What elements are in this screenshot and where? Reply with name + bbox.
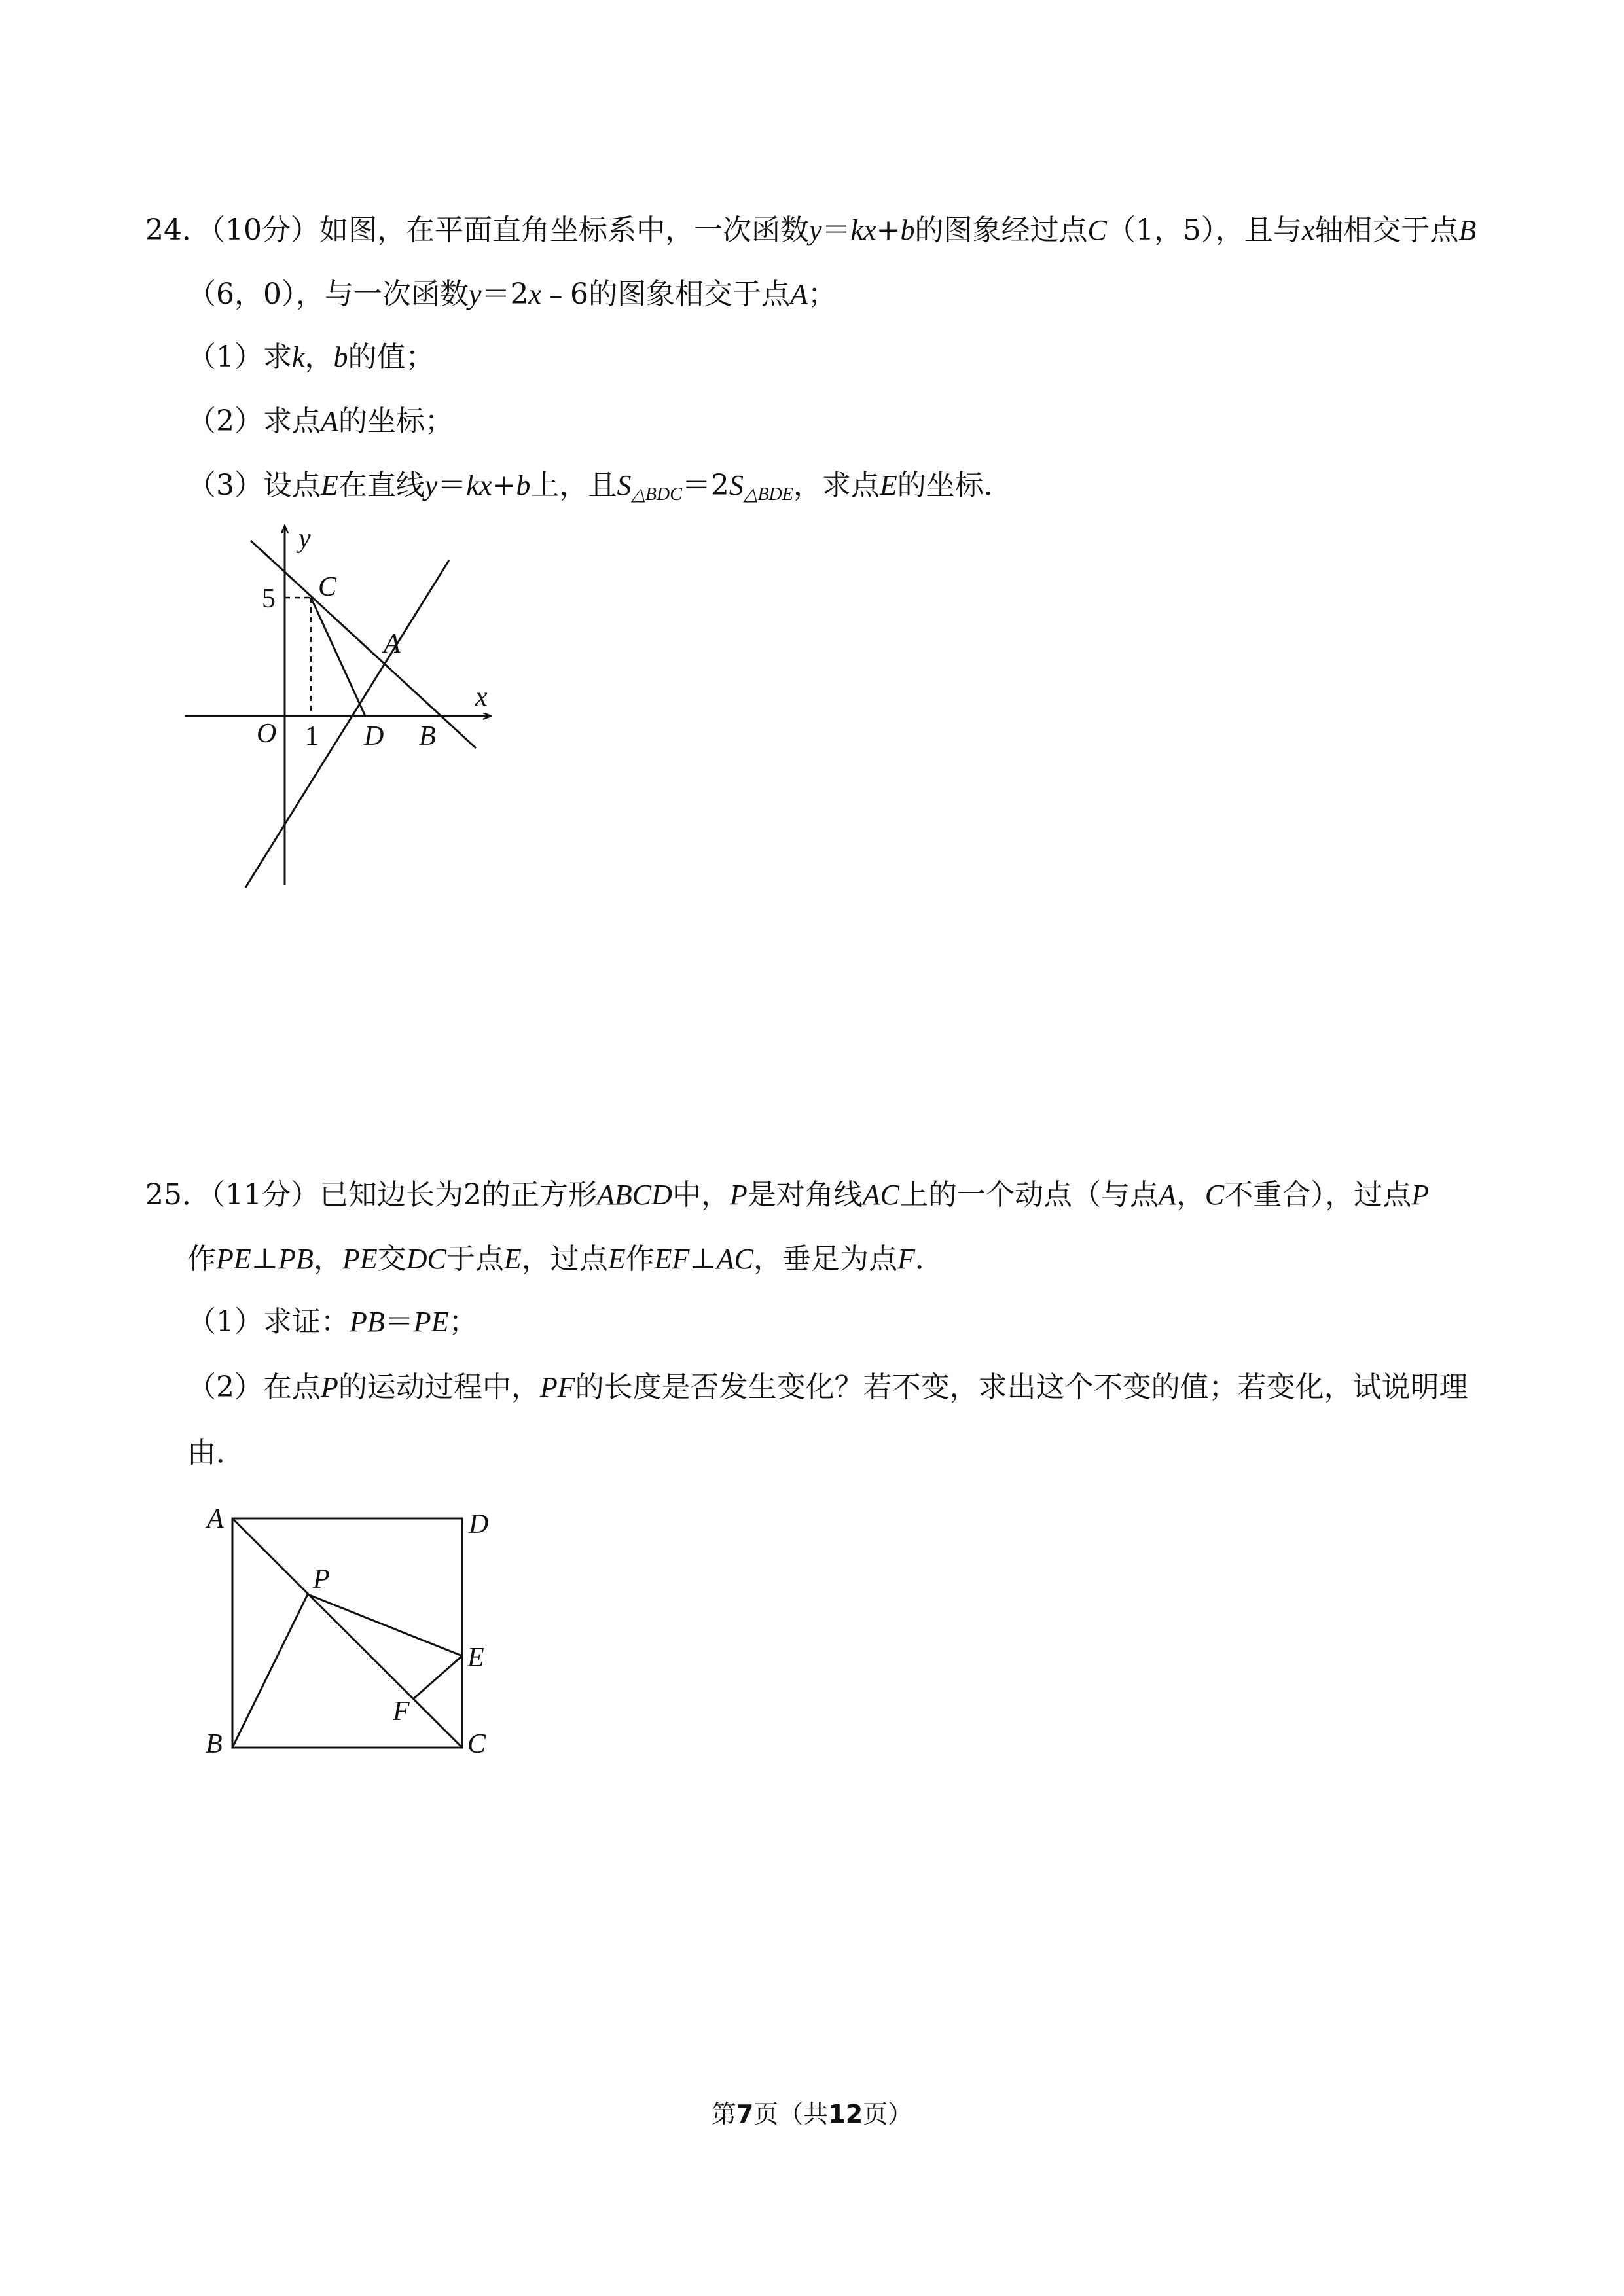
- q25-number: 25．: [145, 1178, 211, 1211]
- q25-text: （2）在点: [187, 1371, 321, 1404]
- q25-var: P: [321, 1371, 338, 1403]
- label-f: F: [393, 1696, 410, 1727]
- q25-var: C: [1204, 1179, 1225, 1211]
- q24-text: 在直线: [338, 469, 425, 502]
- q25-var: E: [503, 1243, 522, 1275]
- segment-ef: [413, 1656, 462, 1699]
- q24-text: 上，且: [530, 469, 617, 502]
- q25-var: AC: [862, 1179, 900, 1211]
- q24-text: 的图象经过点: [914, 213, 1088, 247]
- label-b: B: [206, 1729, 223, 1759]
- q25-var: PE: [216, 1243, 251, 1275]
- label-c: C: [318, 572, 337, 602]
- footer-text: 页（共: [753, 2100, 829, 2128]
- q24-text: 的坐标；: [338, 404, 454, 438]
- q25-text: 作: [625, 1242, 655, 1276]
- page-footer: [0, 2098, 1624, 2130]
- q24-text: ，: [304, 340, 334, 374]
- q24-text: 如图，在平面直角坐标系中，一次函数: [319, 213, 809, 247]
- q25-text: ，: [1176, 1178, 1205, 1211]
- q24-text: （1）求: [187, 340, 292, 374]
- q25-var: F: [897, 1243, 915, 1275]
- footer-text: 第: [711, 2100, 736, 2128]
- q25-text: 中，: [672, 1178, 730, 1211]
- q25-var: PB: [350, 1306, 385, 1338]
- q24-eq: ﹣6: [541, 278, 589, 311]
- q25-text: 不重合），过点: [1224, 1178, 1412, 1211]
- q24-eq: +: [492, 469, 516, 502]
- q25-text: 由．: [187, 1436, 245, 1469]
- q24-var: E: [879, 469, 897, 501]
- q25-text: 的长度是否发生变化？若不变，求出这个不变的值；若变化，试说明理: [575, 1371, 1468, 1404]
- tick-1: 1: [305, 721, 319, 751]
- q24-area-symbol: S: [617, 469, 632, 501]
- q24-point-label: B: [1458, 214, 1477, 246]
- q24-eq: y: [469, 278, 482, 310]
- q24-text: ，求点: [793, 469, 880, 502]
- tick-5: 5: [262, 584, 276, 614]
- q25-text: （1）求证：: [187, 1305, 350, 1338]
- q25-text: 上的一个动点（与点: [899, 1178, 1159, 1211]
- q24-text: 轴相交于点: [1314, 213, 1459, 247]
- q24-point-label: C: [1087, 214, 1107, 246]
- q24-eq: x: [528, 278, 542, 310]
- label-d: D: [469, 1509, 489, 1539]
- q25-var: PB: [278, 1243, 314, 1275]
- q24-eq: y: [809, 214, 822, 246]
- label-a: A: [207, 1504, 224, 1534]
- q24-eq: ＝2: [481, 278, 529, 311]
- total-pages: 12: [828, 2100, 863, 2128]
- q25-var: ABCD: [597, 1179, 672, 1211]
- diagonal-ac: [232, 1518, 462, 1748]
- q24-text: ；: [807, 278, 837, 311]
- label-o: O: [257, 719, 277, 749]
- q25-text: 作: [187, 1242, 216, 1276]
- q24-number: 24．: [145, 213, 211, 247]
- label-b: B: [419, 721, 436, 751]
- q24-eq: ＝: [437, 469, 467, 502]
- q25-var: E: [607, 1243, 626, 1275]
- q25-text: ，垂足为点: [753, 1242, 897, 1276]
- label-y: y: [298, 524, 311, 554]
- q24-eq: b: [516, 469, 531, 501]
- q25-var: PE: [342, 1243, 378, 1275]
- q24-area-subscript: △BDC: [631, 484, 682, 505]
- q25-text: 的运动过程中，: [338, 1371, 540, 1404]
- q24-area-symbol: S: [729, 469, 744, 501]
- q24-text: （1，5），且与: [1106, 213, 1302, 247]
- q25-var: EF: [654, 1243, 690, 1275]
- q24-eq: +: [876, 213, 901, 247]
- q25-var: PE: [413, 1306, 449, 1338]
- q25-var: P: [729, 1179, 748, 1211]
- segment-pe: [308, 1594, 462, 1656]
- label-e: E: [467, 1643, 484, 1673]
- q25-text: 已知边长为2的正方形: [319, 1178, 597, 1211]
- q24-eq: kx: [466, 469, 492, 501]
- q24-text: 的值；: [348, 340, 435, 374]
- q25-var: DC: [406, 1243, 446, 1275]
- q25-text: 是对角线: [747, 1178, 863, 1211]
- q24-text: （6，0），与一次函数: [187, 278, 469, 311]
- footer-text: 页）: [863, 2100, 913, 2128]
- q25-text: ，过点: [521, 1242, 608, 1276]
- q25-var: AC: [716, 1243, 753, 1275]
- q24-eq: b: [900, 214, 915, 246]
- q25-text: ；: [448, 1305, 478, 1338]
- label-x: x: [475, 682, 488, 712]
- q24-eq: y: [424, 469, 438, 501]
- q25-text: ⊥: [251, 1242, 279, 1276]
- label-d: D: [364, 721, 384, 751]
- q25-text: ．: [914, 1242, 944, 1276]
- q25-score: （11分）: [211, 1178, 319, 1211]
- q24-text: （3）设点: [187, 469, 321, 502]
- q24-var: E: [321, 469, 338, 501]
- segment-pb: [232, 1594, 308, 1748]
- q25-var: PF: [539, 1371, 575, 1403]
- q25-text: ⊥: [689, 1242, 717, 1276]
- q24-area-subscript: △BDE: [743, 484, 793, 505]
- q25-text: ＝: [384, 1305, 414, 1338]
- q24-eq: ＝2: [681, 469, 729, 502]
- page-number: 7: [736, 2100, 754, 2128]
- q24-eq: kx: [850, 214, 876, 246]
- q24-var: A: [321, 405, 338, 437]
- q24-text: 的图象相交于点: [588, 278, 791, 311]
- q25-text: 交: [377, 1242, 406, 1276]
- q25-var: P: [1411, 1179, 1430, 1211]
- label-p: P: [313, 1564, 330, 1594]
- q24-axis-label: x: [1301, 214, 1315, 246]
- q24-var: k: [292, 341, 305, 373]
- label-a: A: [384, 629, 401, 659]
- q25-text: 于点: [446, 1242, 504, 1276]
- q24-text: （2）求点: [187, 404, 321, 438]
- q24-score: （10分）: [211, 213, 319, 247]
- q25-var: A: [1159, 1179, 1176, 1211]
- q24-point-label: A: [790, 278, 808, 310]
- label-c: C: [467, 1729, 486, 1759]
- q24-eq: ＝: [821, 213, 851, 247]
- q24-var: b: [333, 341, 348, 373]
- q25-text: ，: [313, 1242, 342, 1276]
- q24-text: 的坐标．: [897, 469, 1013, 502]
